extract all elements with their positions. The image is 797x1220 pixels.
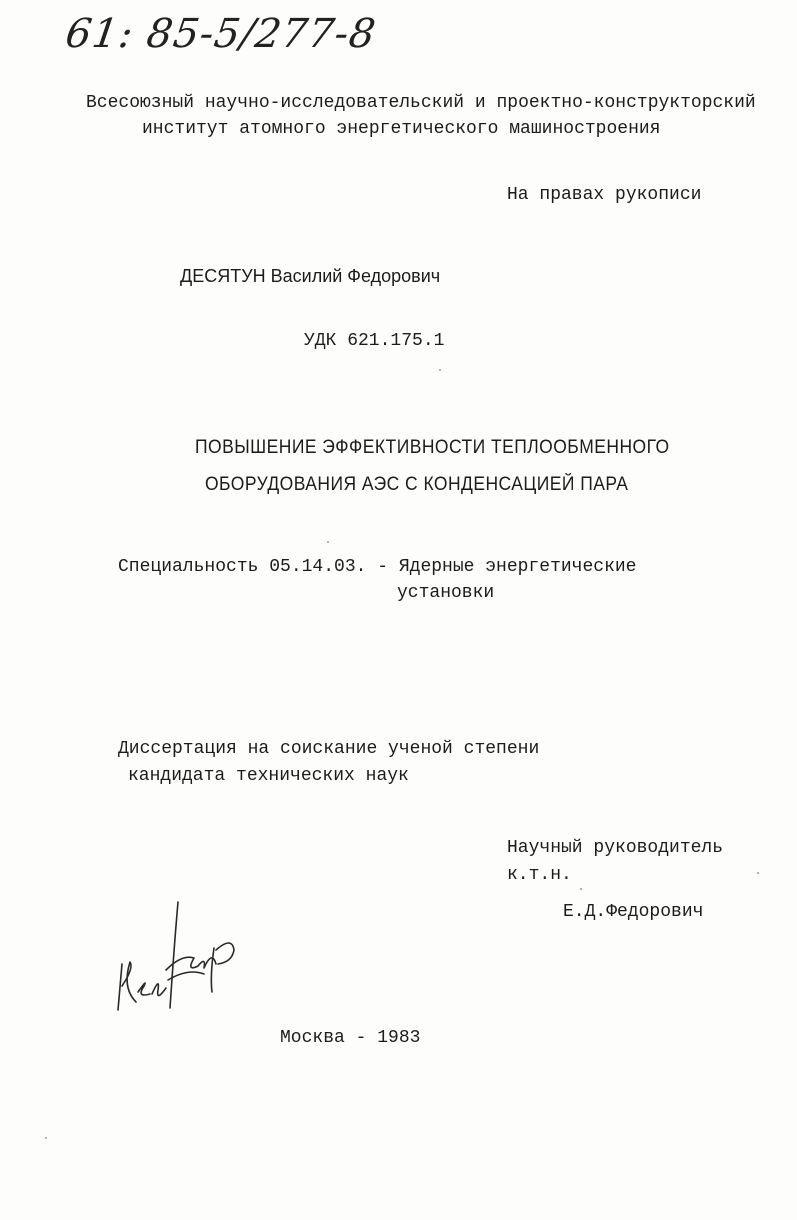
- paper-speck: [327, 541, 329, 543]
- dissertation-degree-line-2: кандидата технических наук: [128, 766, 409, 786]
- supervisor-role: Научный руководитель: [507, 838, 724, 858]
- specialty-line-2: установки: [397, 583, 495, 603]
- udk-code: УДК 621.175.1: [304, 331, 445, 351]
- paper-speck: [45, 1137, 47, 1139]
- handwritten-signature-icon: [108, 898, 244, 1018]
- institute-line-2: институт атомного энергетического машиностроения: [142, 119, 661, 139]
- paper-speck: [439, 369, 441, 371]
- catalog-number-handwritten: 61: 85-5/277-8: [62, 11, 379, 57]
- dissertation-degree-line-1: Диссертация на соискание ученой степени: [118, 739, 540, 759]
- dissertation-title-line-1: ПОВЫШЕНИЕ ЭФФЕКТИВНОСТИ ТЕПЛООБМЕННОГО: [195, 437, 670, 458]
- author-name: ДЕСЯТУН Василий Федорович: [180, 266, 441, 286]
- supervisor-degree: к.т.н.: [507, 865, 572, 885]
- manuscript-rights: На правах рукописи: [507, 185, 702, 205]
- supervisor-name: Е.Д.Федорович: [563, 902, 704, 922]
- dissertation-title-line-2: ОБОРУДОВАНИЯ АЭС С КОНДЕНСАЦИЕЙ ПАРА: [205, 474, 629, 495]
- paper-speck: [757, 872, 759, 874]
- specialty-line-1: Специальность 05.14.03. - Ядерные энергетические: [118, 557, 637, 577]
- institute-line-1: Всесоюзный научно-исследовательский и проектно-конструкторский: [86, 93, 756, 113]
- paper-speck: [580, 888, 582, 890]
- city-year: Москва - 1983: [280, 1028, 421, 1048]
